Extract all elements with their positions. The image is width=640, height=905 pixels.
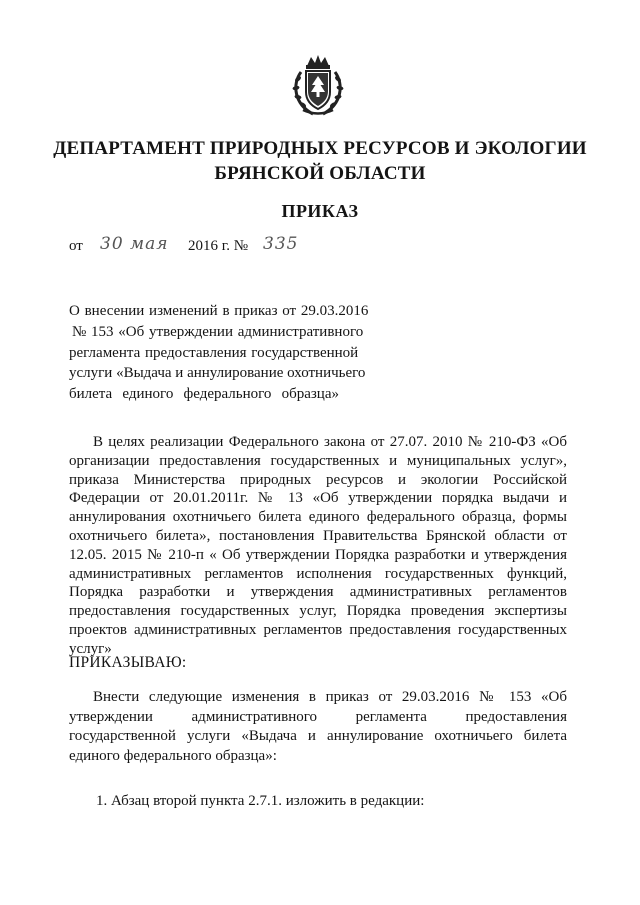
handwritten-order-number: 335 [263, 234, 299, 254]
order-title: ПРИКАЗ [281, 201, 359, 221]
preamble-paragraph: В целях реализации Федерального закона от 27.07. 2010 № 210-ФЗ «Об организации предоставления государственных и муниципальных услуг», приказа Министерства природных ресурсов и экологии Российской Федерации от 20.01.2011г. № 13 «Об утверждении порядка выдачи и аннулирования охотничьего билета единого федерального образца, формы охотничьего билета», постановления Правительства Брянской области от 12.05. 2015 № 210-п « Об утверждении Порядка разработки и утверждения административных регламентов исполнения государственных функций, Порядка разработки и утверждения административных регламентов предоставления государственных услуг, Порядка проведения экспертизы проектов административных регламентов предоставления государственных услуг» [69, 434, 567, 657]
command-heading: ПРИКАЗЫВАЮ: [69, 654, 187, 671]
subject-line: № 153 «Об утверждении административного [72, 323, 364, 340]
department-name-line-2: БРЯНСКОЙ ОБЛАСТИ [214, 163, 426, 184]
coat-of-arms-icon [289, 54, 347, 118]
subject-word: образца» [281, 386, 339, 403]
subject-line-last [69, 384, 339, 405]
department-name-line-1: ДЕПАРТАМЕНТ ПРИРОДНЫХ РЕСУРСОВ И ЭКОЛОГИИ [53, 138, 587, 159]
subject-word: единого [122, 386, 174, 403]
main-paragraph: Внести следующие изменения в приказ от 29.03.2016 № 153 «Об утверждении административного регламента предоставления государственной услуги «Выдача и аннулирование охотничьего билета единого федерального образца»: [69, 689, 567, 764]
subject-line: О внесении изменений в приказ от 29.03.2016 [69, 303, 369, 319]
subject-line: регламента предоставления государственной [69, 344, 359, 361]
date-from-label: от [69, 238, 83, 254]
handwritten-date: 30 мая [100, 234, 169, 254]
subject-word: федерального [183, 386, 272, 403]
subject-word: билета [69, 386, 113, 403]
date-year-and-number-label: 2016 г. № [188, 238, 249, 254]
subject-line: услуги «Выдача и аннулирование охотничьего [69, 365, 366, 382]
list-item-1: 1. Абзац второй пункта 2.7.1. изложить в редакции: [96, 793, 425, 809]
order-subject [69, 301, 369, 405]
